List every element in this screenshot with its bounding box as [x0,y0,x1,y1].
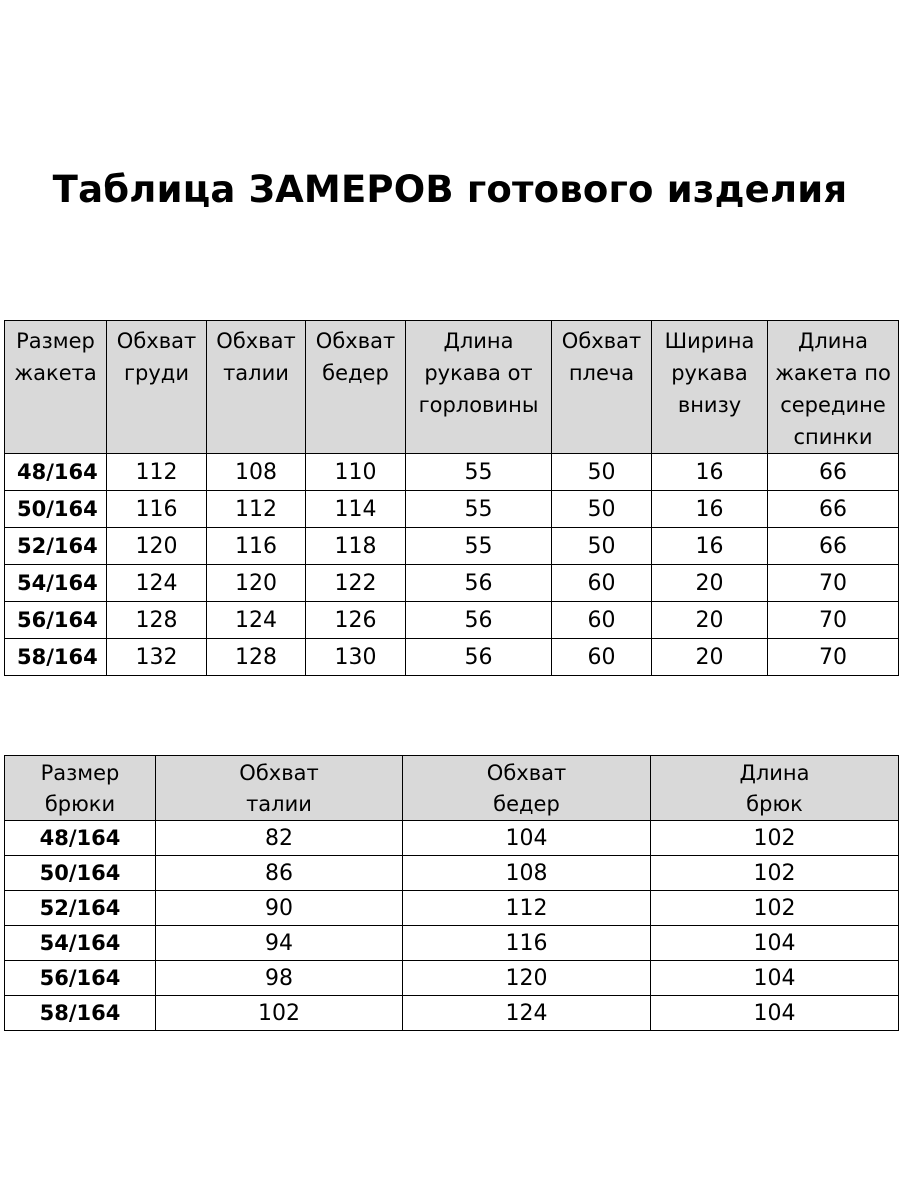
table-cell: 124 [403,996,651,1031]
table-cell: 94 [156,926,403,961]
table-cell: 70 [768,565,899,602]
table-cell: 55 [406,454,552,491]
table-row [5,856,899,891]
size-cell: 58/164 [5,639,107,676]
table-cell: 60 [552,602,652,639]
table-cell: 124 [107,565,207,602]
table-cell: 102 [651,821,899,856]
table-cell: 66 [768,454,899,491]
table-cell: 70 [768,602,899,639]
table-cell: 86 [156,856,403,891]
pants-header-row [5,756,899,821]
table-cell: 16 [652,528,768,565]
size-cell: 52/164 [5,891,156,926]
size-cell: 48/164 [5,454,107,491]
table-cell: 120 [403,961,651,996]
table-cell: 112 [403,891,651,926]
jacket-header-size: Размер жакета [5,321,107,454]
table-cell: 120 [207,565,306,602]
table-cell: 102 [156,996,403,1031]
table-cell: 104 [651,926,899,961]
pants-header-hips: Обхват бедер [403,756,651,821]
jacket-header-shoulder: Обхват плеча [552,321,652,454]
table-cell: 20 [652,565,768,602]
jacket-header-sleeve-width: Ширина рукава внизу [652,321,768,454]
size-cell: 56/164 [5,602,107,639]
table-cell: 20 [652,602,768,639]
table-cell: 60 [552,565,652,602]
pants-measurements-table [4,755,899,1031]
table-cell: 16 [652,491,768,528]
table-row [5,891,899,926]
table-cell: 124 [207,602,306,639]
table-cell: 90 [156,891,403,926]
table-cell: 126 [306,602,406,639]
table-cell: 56 [406,602,552,639]
jacket-header-back-length: Длина жакета по середине спинки [768,321,899,454]
size-cell: 50/164 [5,491,107,528]
table-cell: 50 [552,454,652,491]
table-cell: 116 [207,528,306,565]
table-cell: 104 [651,996,899,1031]
table-row [5,996,899,1031]
table-row [5,639,899,676]
pants-header-length: Длина брюк [651,756,899,821]
table-cell: 50 [552,491,652,528]
table-cell: 55 [406,491,552,528]
table-cell: 82 [156,821,403,856]
table-cell: 108 [403,856,651,891]
table-cell: 118 [306,528,406,565]
jacket-measurements-table [4,320,899,676]
table-cell: 102 [651,891,899,926]
table-row [5,821,899,856]
table-row [5,454,899,491]
size-cell: 54/164 [5,926,156,961]
table-cell: 120 [107,528,207,565]
table-cell: 66 [768,528,899,565]
size-cell: 56/164 [5,961,156,996]
table-cell: 102 [651,856,899,891]
table-cell: 116 [403,926,651,961]
size-cell: 50/164 [5,856,156,891]
jacket-header-hips: Обхват бедер [306,321,406,454]
table-cell: 16 [652,454,768,491]
table-cell: 55 [406,528,552,565]
jacket-header-chest: Обхват груди [107,321,207,454]
table-row [5,961,899,996]
table-cell: 128 [107,602,207,639]
jacket-header-waist: Обхват талии [207,321,306,454]
table-row [5,491,899,528]
table-cell: 114 [306,491,406,528]
table-cell: 128 [207,639,306,676]
table-cell: 112 [207,491,306,528]
size-cell: 54/164 [5,565,107,602]
table-cell: 130 [306,639,406,676]
pants-header-size: Размер брюки [5,756,156,821]
table-cell: 50 [552,528,652,565]
jacket-header-sleeve-length: Длина рукава от горловины [406,321,552,454]
table-cell: 108 [207,454,306,491]
table-row [5,602,899,639]
table-cell: 70 [768,639,899,676]
jacket-header-row [5,321,899,454]
table-row [5,926,899,961]
pants-header-waist: Обхват талии [156,756,403,821]
table-cell: 98 [156,961,403,996]
table-row [5,565,899,602]
table-cell: 60 [552,639,652,676]
table-cell: 122 [306,565,406,602]
table-cell: 56 [406,565,552,602]
table-cell: 104 [403,821,651,856]
page-title: Таблица ЗАМЕРОВ готового изделия [52,168,848,211]
table-cell: 112 [107,454,207,491]
table-cell: 110 [306,454,406,491]
table-cell: 104 [651,961,899,996]
size-cell: 52/164 [5,528,107,565]
table-cell: 116 [107,491,207,528]
table-cell: 56 [406,639,552,676]
table-row [5,528,899,565]
size-cell: 58/164 [5,996,156,1031]
table-cell: 132 [107,639,207,676]
size-cell: 48/164 [5,821,156,856]
table-cell: 20 [652,639,768,676]
table-cell: 66 [768,491,899,528]
